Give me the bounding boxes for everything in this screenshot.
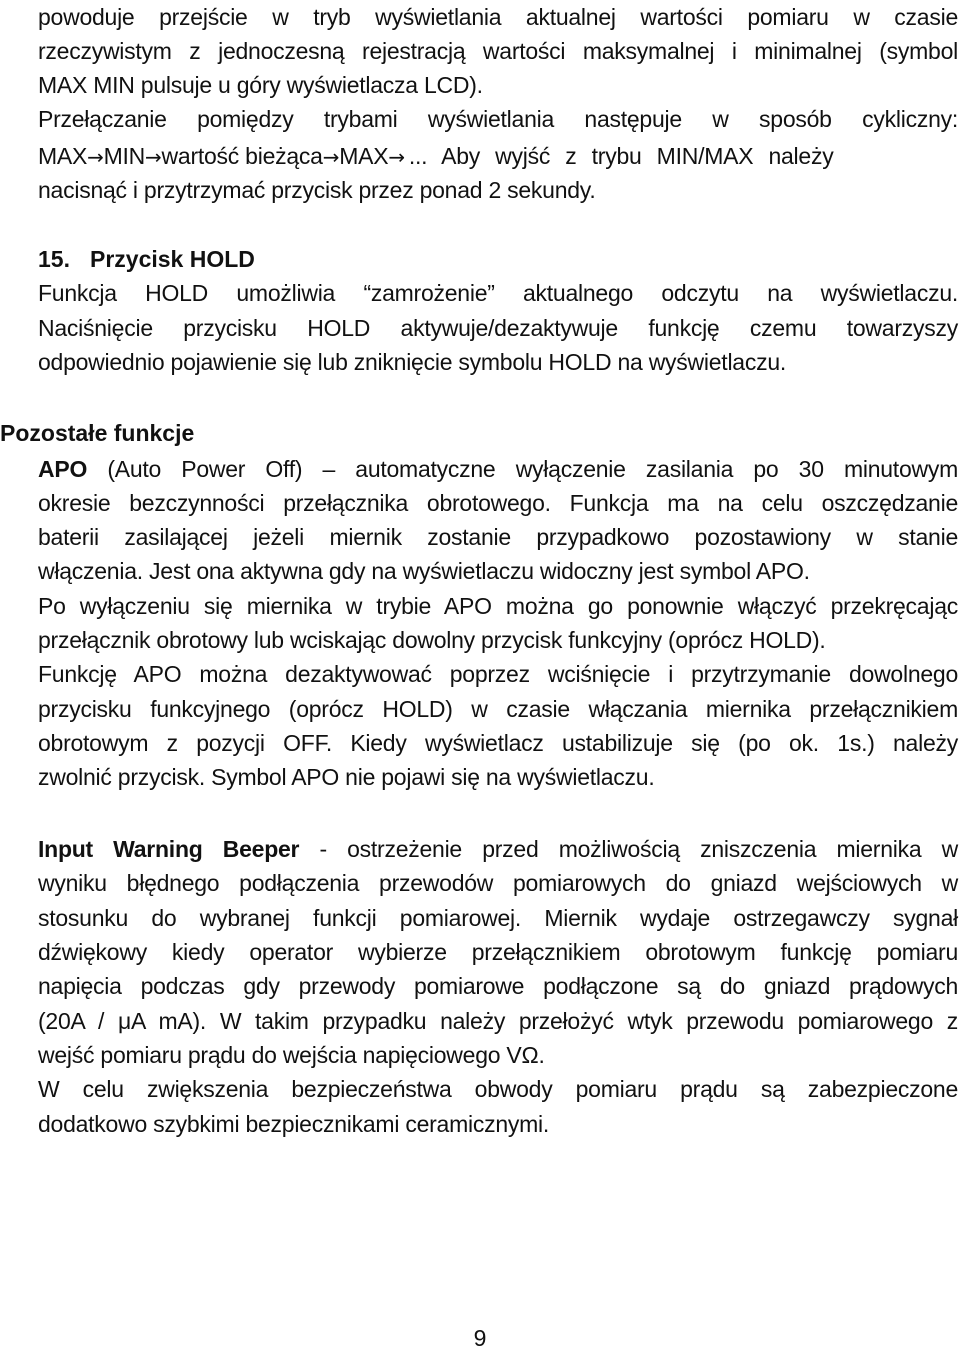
beeper-line-9: dodatkowo szybkimi bezpiecznikami ceramicznymi. [38, 1111, 550, 1137]
intro-line-6: nacisnąć i przytrzymać przycisk przez ponad 2 sekundy. [38, 177, 596, 203]
right-arrow-icon: → [322, 145, 340, 169]
apo-line-7: Funkcję APO można dezaktywować poprzez wciśnięcie i przytrzymanie dowolnego [38, 661, 958, 687]
beeper-line-1-rest: - ostrzeżenie przed możliwością zniszczenia miernika w [319, 836, 958, 862]
intro-line-1: powoduje przejście w tryb wyświetlania aktualnej wartości pomiaru w czasie [38, 4, 958, 30]
right-arrow-icon: → [87, 145, 104, 169]
beeper-line-8: W celu zwiększenia bezpieczeństwa obwody pomiaru prądu są zabezpieczone [38, 1076, 958, 1102]
right-arrow-icon: → [388, 145, 405, 169]
mode-min: MIN [103, 143, 146, 169]
section-heading: Pozostałe funkcje [0, 420, 195, 446]
apo-line-1-rest: (Auto Power Off) – automatyczne wyłączenie zasilania po 30 minutowym [107, 456, 959, 482]
apo-line-1 [38, 452, 958, 486]
hold-line-2: Naciśnięcie przycisku HOLD aktywuje/dezaktywuje funkcję czemu towarzyszy [38, 315, 958, 341]
apo-line-5: Po wyłączeniu się miernika w trybie APO można go ponownie włączyć przekręcając [38, 593, 958, 619]
apo-line-2: okresie bezczynności przełącznika obrotowego. Funkcja ma na celu oszczędzanie [38, 490, 958, 516]
right-arrow-icon: → [145, 145, 162, 169]
beeper-line-1 [38, 832, 958, 866]
apo-term: APO [38, 456, 88, 482]
page-number: 9 [473, 1325, 487, 1351]
apo-line-4: włączenia. Jest ona aktywna gdy na wyświetlaczu widoczny jest symbol APO. [38, 558, 810, 584]
apo-line-9: obrotowym z pozycji OFF. Kiedy wyświetlacz ustabilizuje się (po ok. 1s.) należy [38, 730, 958, 756]
apo-line-8: przycisku funkcyjnego (oprócz HOLD) w czasie włączania miernika przełącznikiem [38, 696, 958, 722]
beeper-line-3: stosunku do wybranej funkcji pomiarowej. Miernik wydaje ostrzegawczy sygnał [38, 905, 958, 931]
section-title: Przycisk HOLD [90, 246, 255, 272]
beeper-line-7: wejść pomiaru prądu do wejścia napięciowego VΩ. [38, 1042, 545, 1068]
mode-current: wartość bieżąca [161, 143, 323, 169]
beeper-line-5: napięcia podczas gdy przewody pomiarowe podłączone są do gniazd prądowych [38, 973, 958, 999]
intro-line-3: MAX MIN pulsuje u góry wyświetlacza LCD). [38, 72, 483, 98]
beeper-line-4: dźwiękowy kiedy operator wybierze przełącznikiem obrotowym funkcję pomiaru [38, 939, 958, 965]
beeper-term: Input Warning Beeper [38, 836, 300, 862]
mode-max-2: MAX [339, 143, 389, 169]
apo-line-6: przełącznik obrotowy lub wciskając dowolny przycisk funkcyjny (oprócz HOLD). [38, 627, 826, 653]
hold-line-1: Funkcja HOLD umożliwia “zamrożenie” aktualnego odczytu na wyświetlaczu. [38, 280, 958, 306]
hold-line-3: odpowiednio pojawienie się lub zniknięcie symbolu HOLD na wyświetlaczu. [38, 349, 787, 375]
mode-max: MAX [38, 143, 88, 169]
section-number: 15. [38, 246, 70, 272]
intro-line-4: Przełączanie pomiędzy trybami wyświetlania następuje w sposób cykliczny: [38, 106, 958, 132]
mode-exit-text: ... Aby wyjść z trybu MIN/MAX należy [408, 143, 834, 169]
beeper-line-2: wyniku błędnego podłączenia przewodów pomiarowych do gniazd wejściowych w [38, 870, 958, 896]
apo-line-3: baterii zasilającej jeżeli miernik zostanie przypadkowo pozostawiony w stanie [38, 524, 958, 550]
intro-line-2: rzeczywistym z jednoczesną rejestracją wartości maksymalnej i minimalnej (symbol [38, 38, 958, 64]
intro-line-5 [38, 139, 958, 174]
apo-line-10: zwolnić przycisk. Symbol APO nie pojawi się na wyświetlaczu. [38, 764, 655, 790]
beeper-line-6: (20A / μA mA). W takim przypadku należy przełożyć wtyk przewodu pomiarowego z [38, 1008, 958, 1034]
